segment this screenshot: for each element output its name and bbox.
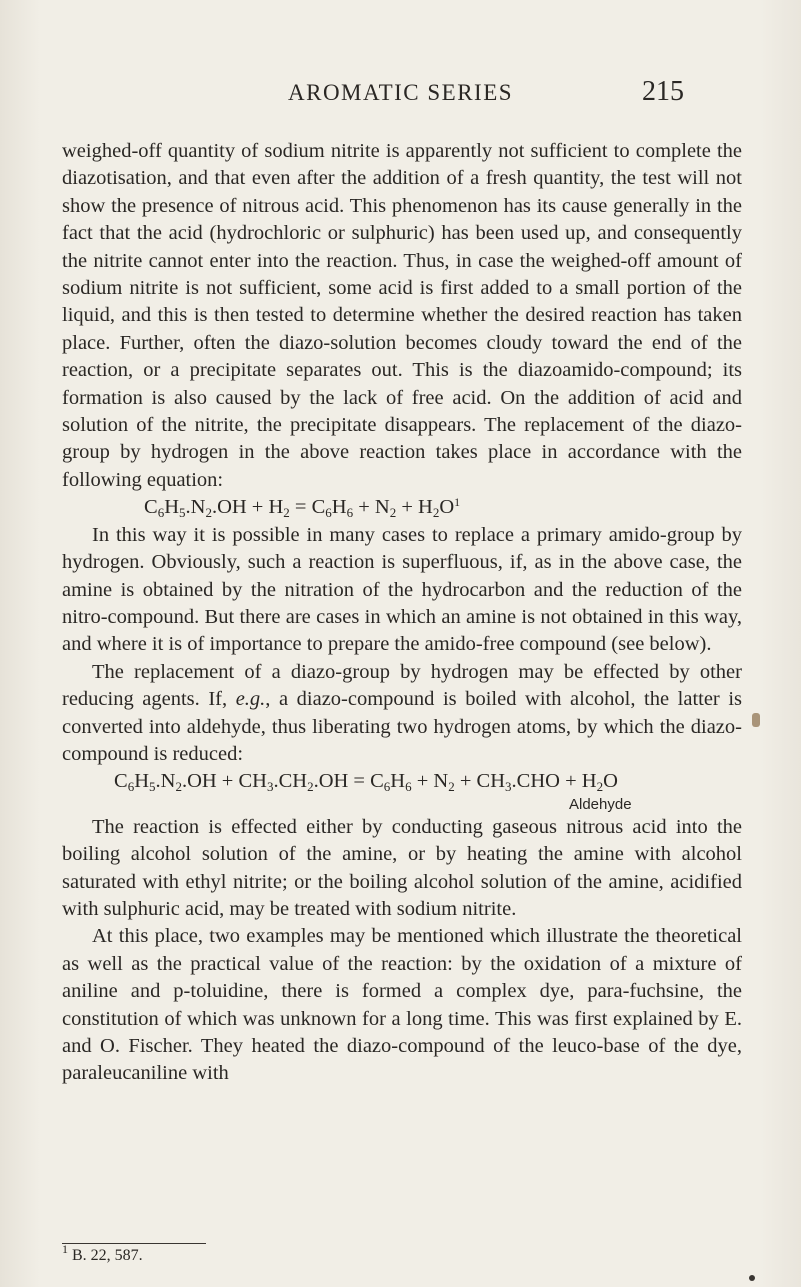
margin-stain: [752, 713, 760, 727]
running-head: AROMATIC SERIES: [288, 80, 514, 105]
paragraph-4: The reaction is effected either by conducting gaseous nitrous acid into the boiling alcohol solution of the amine, or by heating the amine with alcohol saturated with ethyl nitrite; or the boiling alcohol solution of the amine, acidified with sulphuric acid, may be treated with sodium nitrite.: [62, 815, 742, 920]
paragraph-5: At this place, two examples may be mentioned which illustrate the theoretical as well as the practical value of the reaction: by the oxidation of a mixture of aniline and p-toluidine, there is formed a complex dye, para-fuchsine, the constitution of which was unknown for a long time. This was first explained by E. and O. Fischer. They heated the diazo-compound of the leuco-base of the dye, paraleucaniline with: [62, 925, 742, 1085]
equation-1: $C_6H_5.N_2.OH + H_2 = C_6H_6 + N_2 + H_2O^1$: [144, 495, 461, 521]
paragraph-3-post: , a diazo-compound is boiled with alcohol, the latter is converted into aldehyde, thus liberating two hydrogen atoms, by which the diazo-compound is reduced:: [62, 688, 742, 765]
body-text: [62, 138, 742, 1088]
paragraph-3: [62, 659, 742, 769]
footnote-text: B. 22, 587.: [72, 1247, 143, 1264]
footnote-marker: 1: [62, 1242, 68, 1256]
equation-2: $C_6H_5.N_2.OH + CH_3.CH_2.OH = C_6H_6 + N_2 + CH_3.CHO + H_2O$: [114, 770, 618, 795]
equation-2-label: Aldehyde: [569, 795, 632, 813]
eg-abbrev: e.g.: [235, 688, 266, 711]
page-header: [0, 76, 801, 120]
footnote: [62, 1242, 143, 1265]
page-number: 215: [642, 76, 684, 107]
paragraph-1: weighed-off quantity of sodium nitrite is apparently not sufficient to complete the diazotisation, and that even after the addition of a fresh quantity, the test will not show the presence of nitrous acid. This phenomenon has its cause generally in the fact that the acid (hydrochloric or sulphuric) has been used up, and consequently the nitrite cannot enter into the reaction. Thus, in case the weighed-off amount of sodium nitrite is not sufficient, some acid is first added to a small portion of the liquid, and this is then tested to determine whether the desired reaction has taken place. Further, often the diazo-solution becomes cloudy toward the end of the reaction, or a precipitate separates out. This is the diazoamido-compound; its formation is also caused by the lack of free acid. On the addition of acid and solution of the nitrite, the precipitate disappears. The replacement of the diazo-group by hydrogen in the above reaction takes place in accordance with the following equation:: [62, 140, 742, 491]
paragraph-2: In this way it is possible in many cases to replace a primary amido-group by hydrogen. Obviously, such a reaction is superfluous, if, as in the above case, the amine is obtained by the nitration of the hydrocarbon and the reduction of the nitro-compound. But there are cases in which an amine is not obtained in this way, and where it is of importance to prepare the amido-free compound (see below).: [62, 523, 742, 656]
ink-dot: [749, 1275, 755, 1281]
paragraph-3-pre: The replacement of a diazo-group by hydrogen may be effected by other reducing agents. If,: [62, 660, 742, 711]
footnote-rule: [62, 1243, 206, 1244]
